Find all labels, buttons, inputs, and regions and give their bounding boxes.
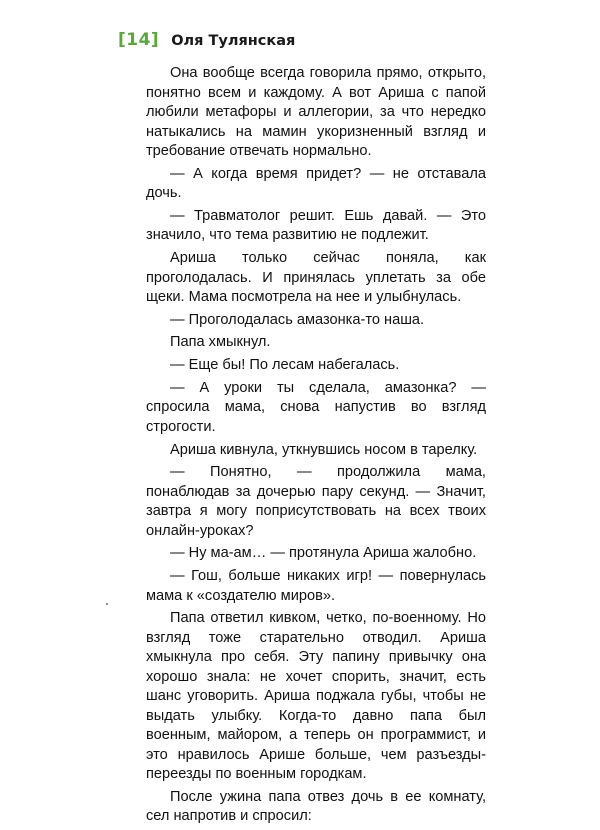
- print-speck: [106, 603, 108, 605]
- paragraph: Ариша кивнула, уткнувшись носом в тарелку.: [170, 441, 478, 458]
- paragraph: — Проголодалась амазонка-то наша.: [170, 311, 425, 328]
- running-header: [118, 30, 295, 50]
- paragraph: Ариша только сейчас поняла, как проголодалась. И принялась уплетать за обе щеки. Мама посмотрела на нее и улыбнулась.: [146, 250, 486, 306]
- paragraph: — Понятно, — продолжила мама, понаблюдав за дочерью пару секунд. — Значит, завтра я могу поприсутствовать на всех твоих онлайн-уроках?: [146, 464, 486, 539]
- paragraph: — Еще бы! По лесам набегалась.: [170, 357, 400, 374]
- paragraph: — Травматолог решит. Ешь давай. — Это значило, что тема развитию не подлежит.: [146, 207, 486, 244]
- paragraph: Папа ответил кивком, четко, по-военному. Но взгляд тоже старательно отводил. Ариша хмыкнула про себя. Эту папину привычку она хорошо знала: не хочет спорить, значит, есть шанс уговорить. Ариша поджала губы, чтобы не выдать улыбку. Когда-то давно папа был военным, майором, а теперь он программист, и это нравилось Арише больше, чем разъезды-переезды по военным городкам.: [146, 610, 486, 783]
- paragraph: — Ну ма-ам… — протянула Ариша жалобно.: [170, 545, 477, 562]
- paragraph: — Гош, больше никаких игр! — повернулась мама к «создателю миров».: [146, 568, 486, 604]
- page-number: [14]: [118, 30, 160, 50]
- body-text: [146, 64, 486, 830]
- paragraph: — А когда время придет? — не отставала дочь.: [146, 165, 486, 202]
- paragraph: Папа хмыкнул.: [170, 334, 271, 351]
- paragraph: После ужина папа отвез дочь в ее комнату, сел напротив и спросил:: [146, 788, 486, 825]
- paragraph: Она вообще всегда говорила прямо, открыто, понятно всем и каждому. А вот Ариша с папой любили метафоры и аллегории, за что нередко натыкались на мамин укоризненный взгляд и требование отвечать нормально.: [146, 65, 486, 159]
- paragraph: — А уроки ты сделала, амазонка? — спросила мама, снова напустив во взгляд строгости.: [146, 379, 486, 435]
- author-name: Оля Тулянская: [171, 33, 296, 49]
